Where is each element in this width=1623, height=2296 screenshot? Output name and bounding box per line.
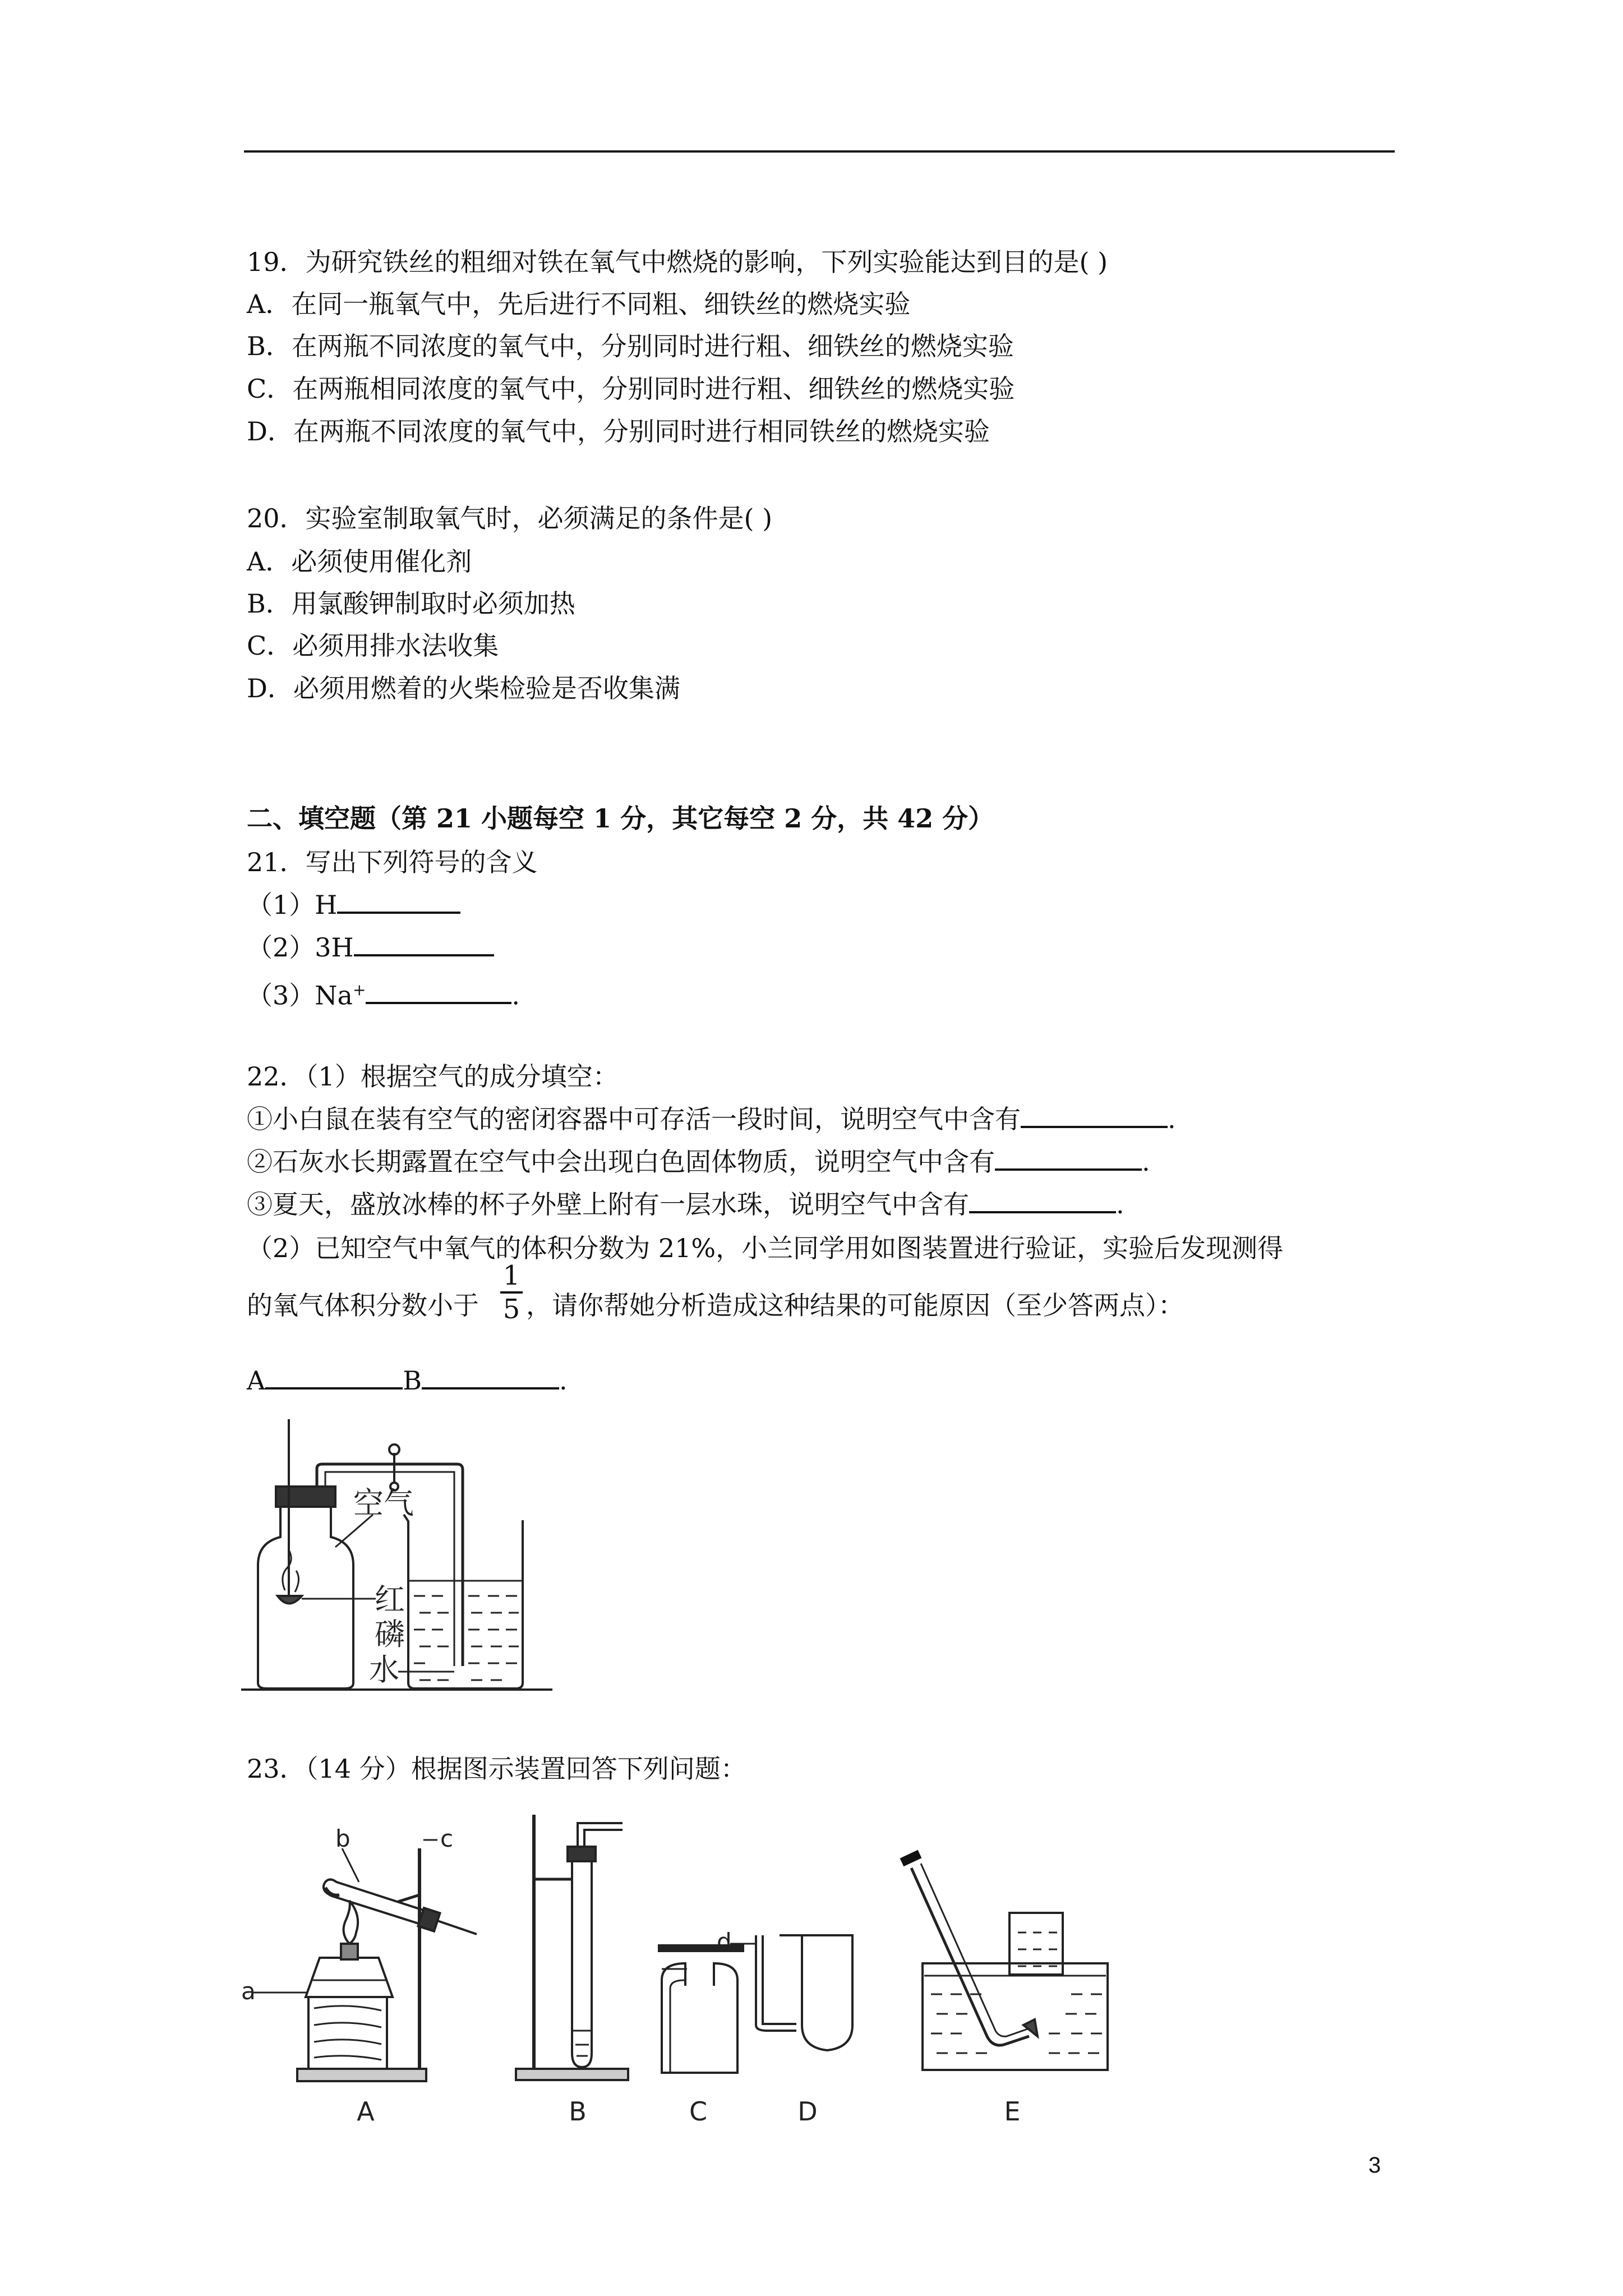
label-air: 空气 xyxy=(353,1485,414,1521)
caption-d: D xyxy=(797,2096,818,2127)
fraction-denominator: 5 xyxy=(502,1294,520,1325)
q23-stem: 23．（14 分）根据图示装置回答下列问题： xyxy=(247,1754,746,1784)
q21-item-3 xyxy=(247,974,520,1011)
delivery-tube-b xyxy=(578,1823,623,1847)
rubber-tube-e xyxy=(902,1854,920,1862)
q19-stem: 19．为研究铁丝的粗细对铁在氧气中燃烧的影响，下列实验能达到目的是( ) xyxy=(247,247,1108,277)
label-d: d xyxy=(717,1928,732,1955)
label-b: b xyxy=(335,1825,351,1852)
q22-item-1-text: ①小白鼠在装有空气的密闭容器中可存活一段时间，说明空气中含有 xyxy=(247,1104,1021,1134)
gas-bottle-c xyxy=(662,1963,737,2073)
q22-answers: A B . xyxy=(247,1365,568,1396)
label-phosphorus: 磷 xyxy=(375,1617,405,1652)
answer-blank[interactable] xyxy=(337,889,460,914)
label-a: a xyxy=(241,1977,256,2005)
q21-item-2 xyxy=(247,931,494,964)
q22-stem: 22．（1）根据空气的成分填空： xyxy=(247,1061,619,1092)
q22-item-2-text: ②石灰水长期露置在空气中会出现白色固体物质，说明空气中含有 xyxy=(247,1147,995,1177)
test-tube-b xyxy=(572,1857,592,2067)
delivery-tube-a xyxy=(437,1921,477,1934)
superscript-plus: + xyxy=(352,981,366,999)
header-rule xyxy=(244,150,1395,153)
combustion-spoon xyxy=(278,1596,302,1604)
answer-blank-a[interactable] xyxy=(265,1365,403,1389)
delivery-tube-d xyxy=(756,1935,796,2031)
q19-option-d: D．在两瓶不同浓度的氧气中，分别同时进行相同铁丝的燃烧实验 xyxy=(247,416,990,447)
test-tube-a xyxy=(324,1880,432,1927)
q21-item-2-label: （2）3H xyxy=(247,932,354,963)
answer-a-label: A xyxy=(247,1365,266,1396)
water-pattern xyxy=(414,1596,519,1680)
apparatus-figure xyxy=(241,1795,1206,2132)
label-c: c xyxy=(440,1825,454,1852)
period: . xyxy=(511,980,520,1011)
q22-item-2: ②石灰水长期露置在空气中会出现白色固体物质，说明空气中含有 . xyxy=(247,1147,1150,1177)
fraction-numerator: 1 xyxy=(502,1260,520,1291)
flame-icon xyxy=(344,1901,358,1944)
stopper-a xyxy=(418,1908,440,1931)
caption-a: A xyxy=(357,2096,375,2127)
q20-option-a: A．必须使用催化剂 xyxy=(247,546,472,577)
caption-b: B xyxy=(569,2096,587,2127)
gas-bottle xyxy=(258,1503,353,1688)
q22-part2-line2a: 的氧气体积分数小于 xyxy=(247,1290,479,1320)
answer-blank[interactable] xyxy=(354,932,494,956)
answer-blank[interactable] xyxy=(969,1189,1116,1213)
water-trough xyxy=(923,1963,1108,2070)
q22-item-3-text: ③夏天，盛放冰棒的杯子外壁上附有一层水珠，说明空气中含有 xyxy=(247,1189,969,1220)
q22-item-1: ①小白鼠在装有空气的密闭容器中可存活一段时间，说明空气中含有 . xyxy=(247,1104,1176,1134)
stand-base-b xyxy=(516,2069,628,2080)
label-red: 红 xyxy=(375,1582,405,1617)
q21-stem: 21．写出下列符号的含义 xyxy=(247,847,538,877)
caption-c: C xyxy=(689,2096,708,2127)
q22-item-3: ③夏天，盛放冰棒的杯子外壁上附有一层水珠，说明空气中含有 . xyxy=(247,1189,1124,1220)
inverted-bottle-d xyxy=(780,1935,852,2050)
q20-option-b: B．用氯酸钾制取时必须加热 xyxy=(247,588,575,619)
fraction-one-fifth xyxy=(500,1262,523,1323)
q20-stem: 20．实验室制取氧气时，必须满足的条件是( ) xyxy=(247,503,773,533)
q22-part2-line2b: ，请你帮她分析造成这种结果的可能原因（至少答两点）： xyxy=(526,1290,1184,1320)
answer-blank[interactable] xyxy=(366,979,511,1004)
alcohol-lamp xyxy=(306,1958,393,1997)
q19-option-c: C．在两瓶相同浓度的氧气中，分别同时进行粗、细铁丝的燃烧实验 xyxy=(247,374,1015,404)
lamp-wick-holder xyxy=(341,1944,358,1959)
q21-item-3-label: （3）Na xyxy=(247,980,353,1011)
oxygen-measurement-figure xyxy=(236,1402,572,1705)
answer-b-label: B xyxy=(403,1365,422,1396)
stand-base-a xyxy=(297,2069,426,2081)
q21-item-1-label: （1）H xyxy=(247,890,338,920)
q20-option-c: C．必须用排水法收集 xyxy=(247,631,499,661)
delivery-tube-e xyxy=(911,1868,1029,2045)
q19-option-b: B．在两瓶不同浓度的氧气中，分别同时进行粗、细铁丝的燃烧实验 xyxy=(247,331,1014,361)
label-water: 水 xyxy=(369,1652,399,1687)
answer-blank-b[interactable] xyxy=(422,1365,559,1389)
section-title: 二、填空题（第 21 小题每空 1 分，其它每空 2 分，共 42 分） xyxy=(247,803,994,834)
page-number: 3 xyxy=(1368,2153,1381,2178)
answer-blank[interactable] xyxy=(1021,1103,1168,1128)
caption-e: E xyxy=(1004,2096,1021,2127)
q22-part2-line1: （2）已知空气中氧气的体积分数为 21%，小兰同学用如图装置进行验证，实验后发现测得 xyxy=(247,1233,1284,1263)
answer-blank[interactable] xyxy=(995,1146,1142,1171)
q21-item-1 xyxy=(247,889,460,921)
q20-option-d: D．必须用燃着的火柴检验是否收集满 xyxy=(247,673,680,703)
clamp-a xyxy=(398,1895,419,1902)
trough-water-pattern xyxy=(931,1932,1102,2053)
stopper-b xyxy=(568,1847,596,1861)
q19-option-a: A．在同一瓶氧气中，先后进行不同粗、细铁丝的燃烧实验 xyxy=(247,289,911,319)
rubber-stopper xyxy=(276,1487,335,1507)
